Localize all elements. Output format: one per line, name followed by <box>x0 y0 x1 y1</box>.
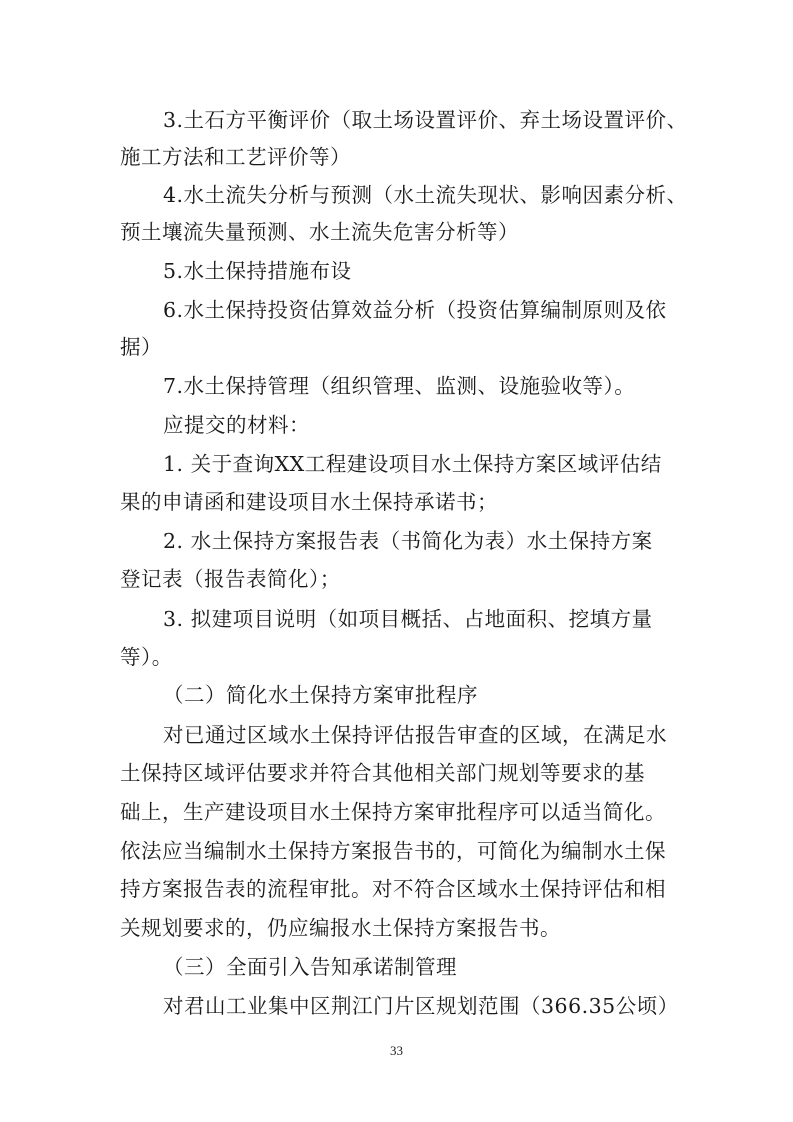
paragraph-line-3: 础上，生产建设项目水土保持方案审批程序可以适当简化。 <box>120 800 666 824</box>
paragraph-line-4: 依法应当编制水土保持方案报告书的，可简化为编制水土保 <box>120 839 666 863</box>
page-number: 33 <box>390 1043 403 1058</box>
list-item-6-line-2: 据） <box>120 335 162 359</box>
material-item-2-line-2: 登记表（报告表简化）； <box>120 567 341 591</box>
material-item-2-line-1: 2. 水土保持方案报告表（书简化为表）水土保持方案 <box>163 529 653 553</box>
material-item-3-line-1: 3. 拟建项目说明（如项目概括、占地面积、挖填方量 <box>163 607 653 631</box>
section-heading-2: （二）简化水土保持方案审批程序 <box>163 683 478 707</box>
paragraph-line-2: 土保持区域评估要求并符合其他相关部门规划等要求的基 <box>120 761 645 785</box>
section-heading-3: （三）全面引入告知承诺制管理 <box>163 955 457 979</box>
list-item-3-line-1: 3.土石方平衡评价（取土场设置评价、弃土场设置评价、 <box>163 108 688 132</box>
list-item-3-line-2: 施工方法和工艺评价等） <box>120 145 351 169</box>
list-item-6-line-1: 6.水土保持投资估算效益分析（投资估算编制原则及依 <box>163 298 667 322</box>
material-item-3-line-2: 等）。 <box>120 645 173 669</box>
materials-heading: 应提交的材料： <box>163 413 310 437</box>
list-item-5: 5.水土保持措施布设 <box>163 259 352 283</box>
material-item-1-line-2: 果的申请函和建设项目水土保持承诺书； <box>120 490 498 514</box>
material-item-1-line-1: 1. 关于查询XX工程建设项目水土保持方案区域评估结 <box>163 452 662 476</box>
list-item-4-line-1: 4.水土流失分析与预测（水土流失现状、影响因素分析、 <box>163 183 688 207</box>
list-item-7: 7.水土保持管理（组织管理、监测、设施验收等）。 <box>163 374 636 398</box>
paragraph-line-5: 持方案报告表的流程审批。对不符合区域水土保持评估和相 <box>120 877 666 901</box>
paragraph-line-6: 关规划要求的，仍应编报水土保持方案报告书。 <box>120 916 561 940</box>
paragraph-line-1: 对已通过区域水土保持评估报告审查的区域，在满足水 <box>163 723 667 747</box>
paragraph-2-line-1: 对君山工业集中区荆江门片区规划范围（366.35公顷） <box>163 994 679 1018</box>
list-item-4-line-2: 预土壤流失量预测、水土流失危害分析等） <box>120 220 519 244</box>
